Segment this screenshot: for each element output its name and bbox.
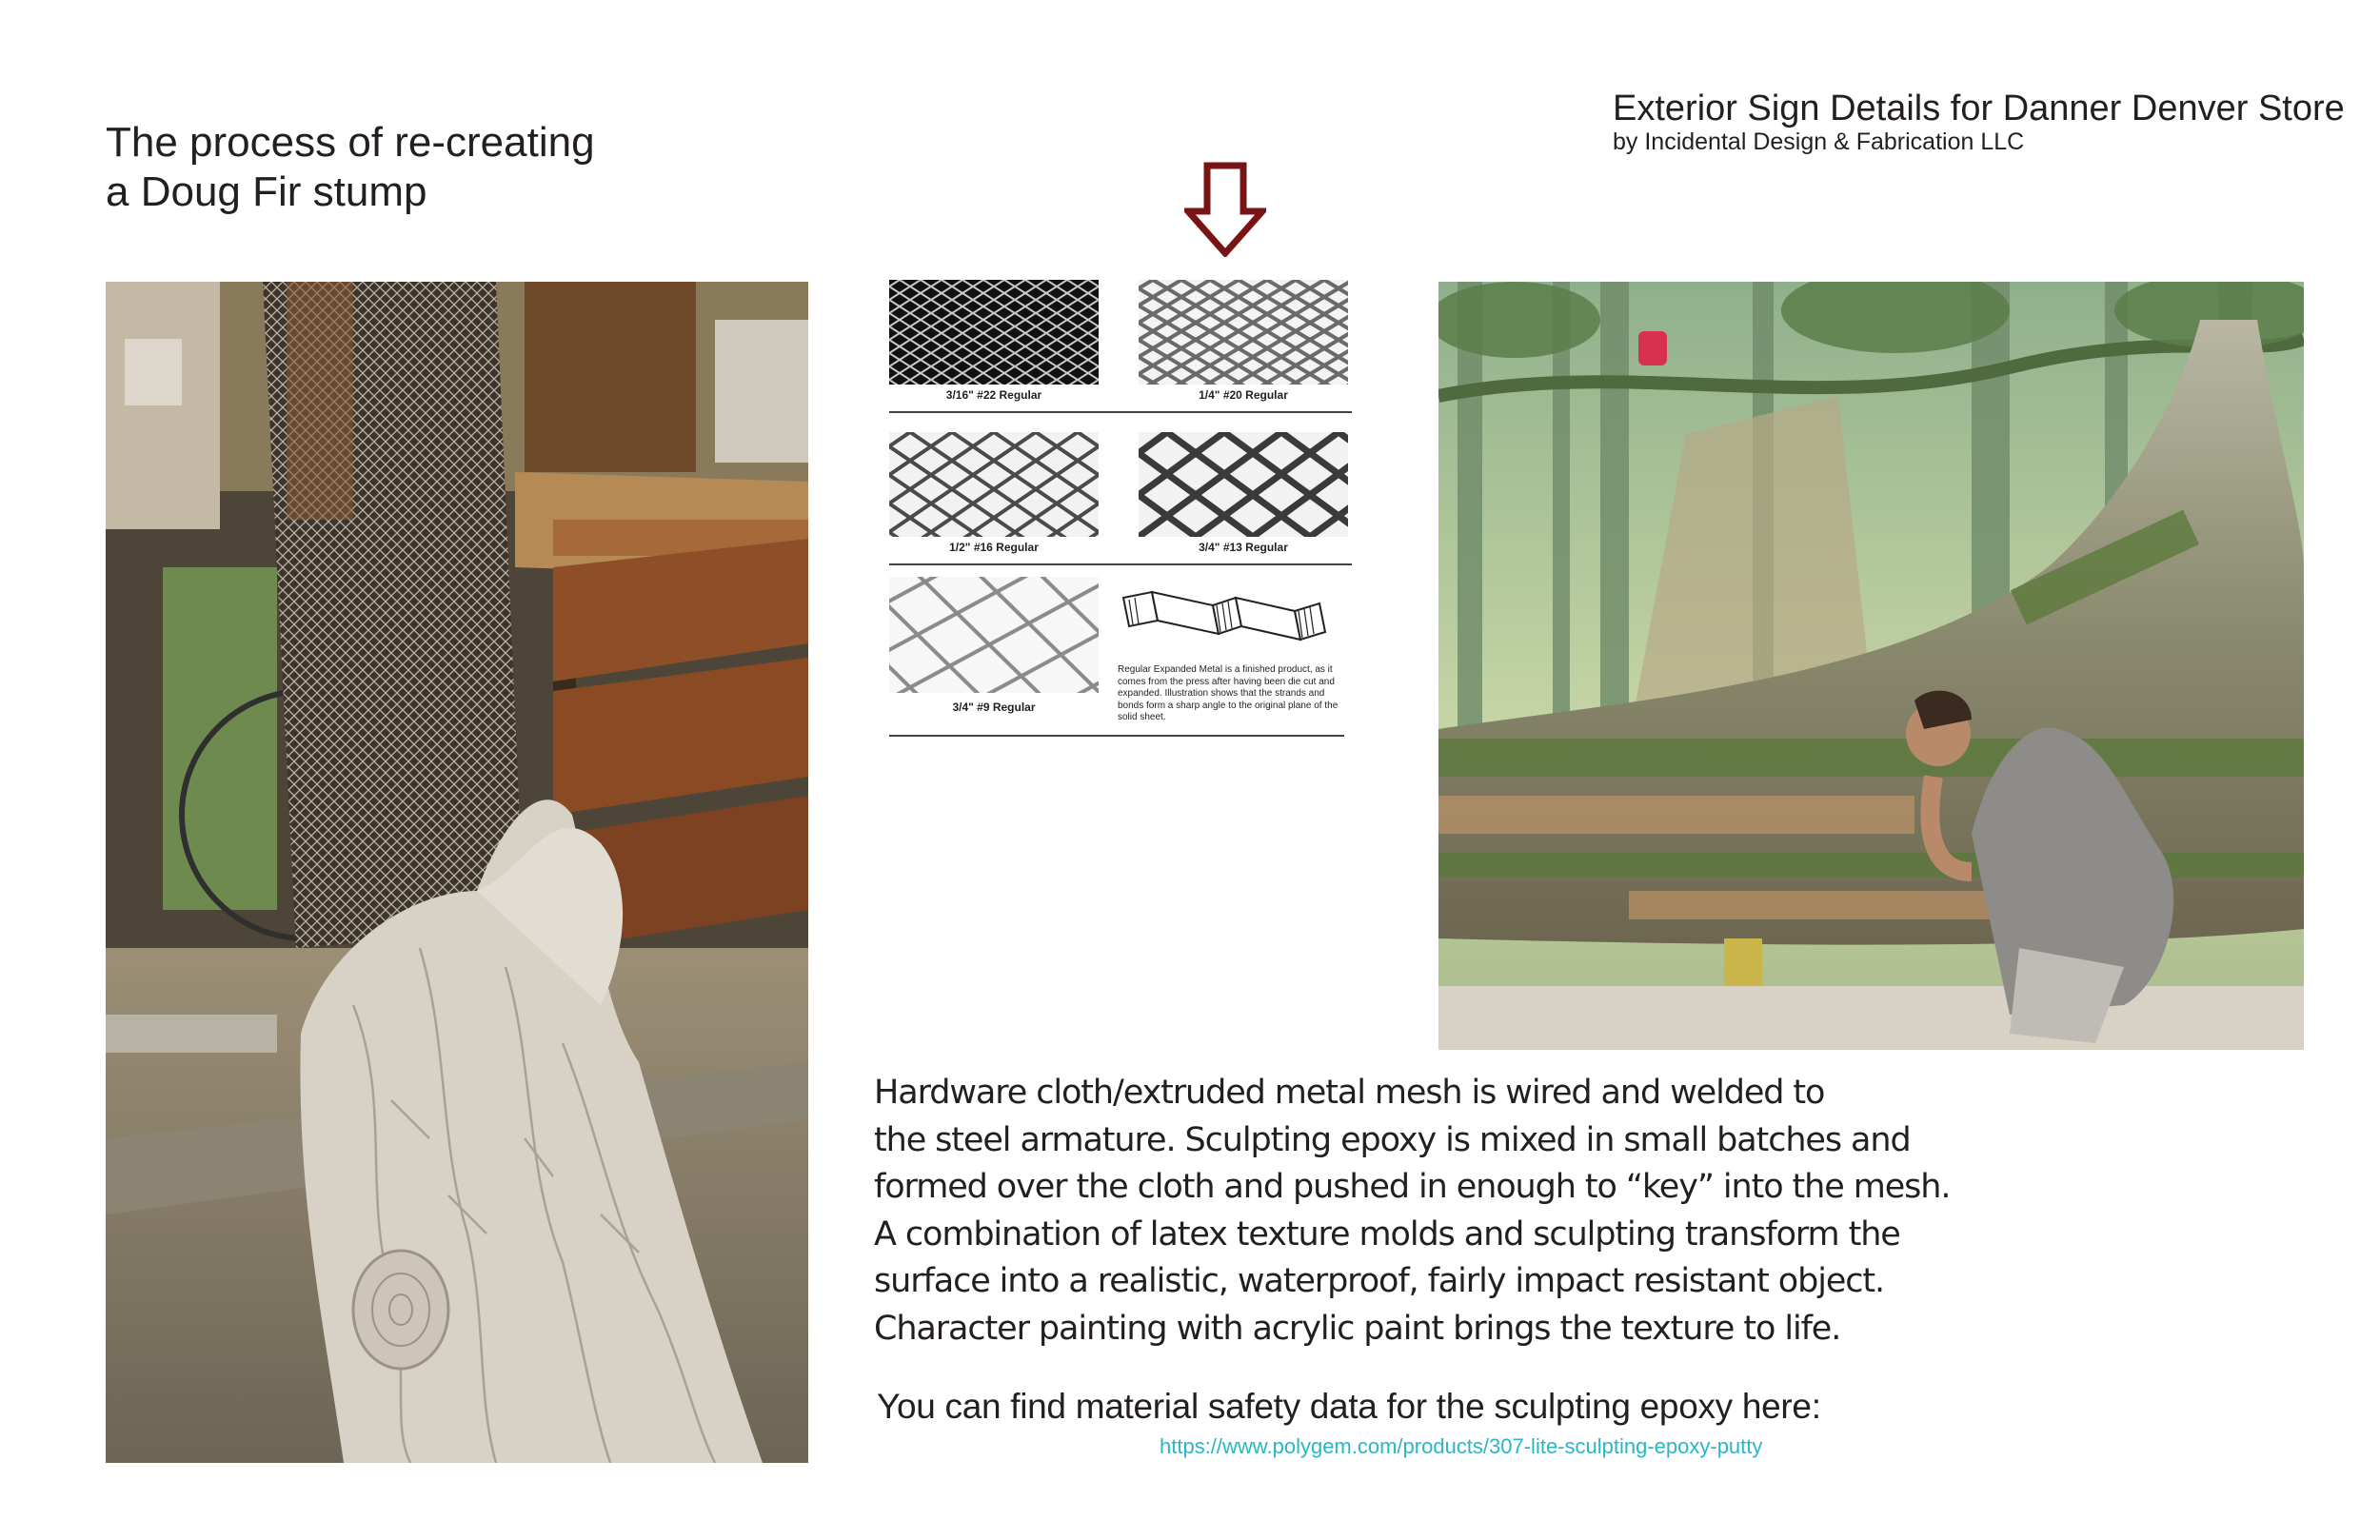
mesh-label: 1/2" #16 Regular: [949, 541, 1039, 554]
down-arrow-icon: [1184, 162, 1266, 257]
expanded-metal-mesh-chart: [889, 280, 1354, 742]
mesh-swatch-3-16-22: [889, 280, 1099, 385]
stump-sculpture-photo: [106, 282, 808, 1463]
page-title-line-1: The process of re-creating: [106, 119, 595, 166]
paragraph-line: A combination of latex texture molds and sculpting transform the: [874, 1214, 1900, 1254]
mesh-swatch-3-4-9: [889, 577, 1099, 693]
mesh-swatch-3-4-13: [1139, 432, 1348, 537]
document-subtitle: by Incidental Design & Fabrication LLC: [1613, 128, 2025, 155]
paragraph-line: the steel armature. Sculpting epoxy is mixed in small batches and: [874, 1120, 1911, 1159]
paragraph-line: surface into a realistic, waterproof, fairly impact resistant object.: [874, 1262, 1885, 1300]
mesh-note: Regular Expanded Metal is a finished product, as it comes from the press after having been die cut and expanded. Illustration shows that the strands and bonds form a sharp angle to the original plane of the solid sheet.: [1118, 664, 1339, 722]
strand-angle-illustration: [1118, 577, 1352, 662]
mesh-label: 3/16" #22 Regular: [945, 388, 1042, 402]
mesh-label: 3/4" #9 Regular: [952, 701, 1036, 714]
paragraph-line: Character painting with acrylic paint brings the texture to life.: [874, 1309, 1841, 1348]
mesh-label: 1/4" #20 Regular: [1199, 388, 1288, 402]
document-title: Exterior Sign Details for Danner Denver Store: [1613, 89, 2345, 128]
page-title: [106, 118, 595, 217]
mesh-swatch-1-4-20: [1139, 280, 1348, 385]
divider: [889, 563, 1352, 565]
divider: [889, 411, 1352, 413]
msds-intro-text: You can find material safety data for the sculpting epoxy here:: [877, 1387, 1821, 1426]
process-description: [874, 1070, 1951, 1352]
divider: [889, 735, 1344, 737]
paragraph-line: formed over the cloth and pushed in enough to “key” into the mesh.: [874, 1168, 1951, 1206]
mesh-swatch-1-2-16: [889, 432, 1099, 537]
mesh-label: 3/4" #13 Regular: [1199, 541, 1288, 554]
paragraph-line: Hardware cloth/extruded metal mesh is wired and welded to: [874, 1074, 1825, 1112]
msds-link[interactable]: https://www.polygem.com/products/307-lite-sculpting-epoxy-putty: [1160, 1434, 1763, 1458]
log-sculpture-photo: [1438, 282, 2304, 1050]
page-title-line-2: a Doug Fir stump: [106, 168, 427, 215]
